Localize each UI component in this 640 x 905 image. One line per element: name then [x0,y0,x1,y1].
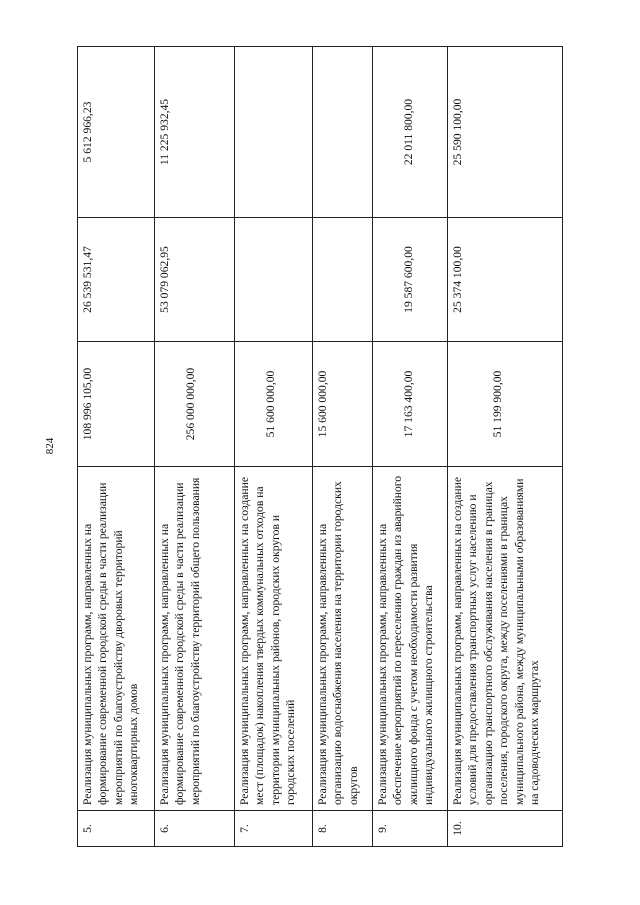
value-col2 [313,218,373,342]
table-row [313,47,373,847]
row-description: Реализация муниципальных программ, направленных на формирование современной городской среды в части реализации мероприятий по благоустройству дворовых территорий многоквартирных домов [78,467,155,811]
value-col1: 15 600 000,00 [313,342,373,467]
row-description: Реализация муниципальных программ, направленных на формирование современной городской среды в части реализации мероприятий по благоустройству территорий общего пользования [155,467,235,811]
row-number: 5. [78,811,155,847]
page-number: 824 [44,437,56,455]
row-number: 6. [155,811,235,847]
row-number: 9. [373,811,448,847]
value-col3: 5 612 966,23 [78,47,155,218]
table-row [235,47,313,847]
value-col3: 22 011 800,00 [373,47,448,218]
table-row [155,47,235,847]
row-number: 8. [313,811,373,847]
table-row [373,47,448,847]
row-description: Реализация муниципальных программ, направленных на организацию водоснабжения населения на территории городских округов [313,467,373,811]
table-row [78,47,155,847]
value-col3 [235,47,313,218]
row-description: Реализация муниципальных программ, направленных на создание мест (площадок) накопления твердых коммунальных отходов на территории муниципальных районов, городских округов и городских поселений [235,467,313,811]
value-col2: 53 079 062,95 [155,218,235,342]
value-col3: 25 590 100,00 [448,47,563,218]
value-col1: 256 000 000,00 [155,342,235,467]
value-col2: 19 587 600,00 [373,218,448,342]
value-col3 [313,47,373,218]
value-col3: 11 225 932,45 [155,47,235,218]
value-col1: 51 600 000,00 [235,342,313,467]
value-col1: 51 199 900,00 [448,342,563,467]
budget-table [77,46,563,847]
row-number: 7. [235,811,313,847]
table-row [448,47,563,847]
row-description: Реализация муниципальных программ, направленных на создание условий для предоставления транспортных услуг населению и организацию транспортного обслуживания населения в границах поселения, городского округа, между поселениями в границах муниципального района, между муниципальными образованиями на садоводческих маршрутах [448,467,563,811]
row-description: Реализация муниципальных программ, направленных на обеспечение мероприятий по переселению граждан из аварийного жилищного фонда с учетом необходимости развития индивидуального жилищного строительства [373,467,448,811]
value-col2: 25 374 100,00 [448,218,563,342]
value-col2 [235,218,313,342]
value-col2: 26 539 531,47 [78,218,155,342]
value-col1: 17 163 400,00 [373,342,448,467]
row-number: 10. [448,811,563,847]
rotated-table-container [77,47,563,847]
value-col1: 108 996 105,00 [78,342,155,467]
